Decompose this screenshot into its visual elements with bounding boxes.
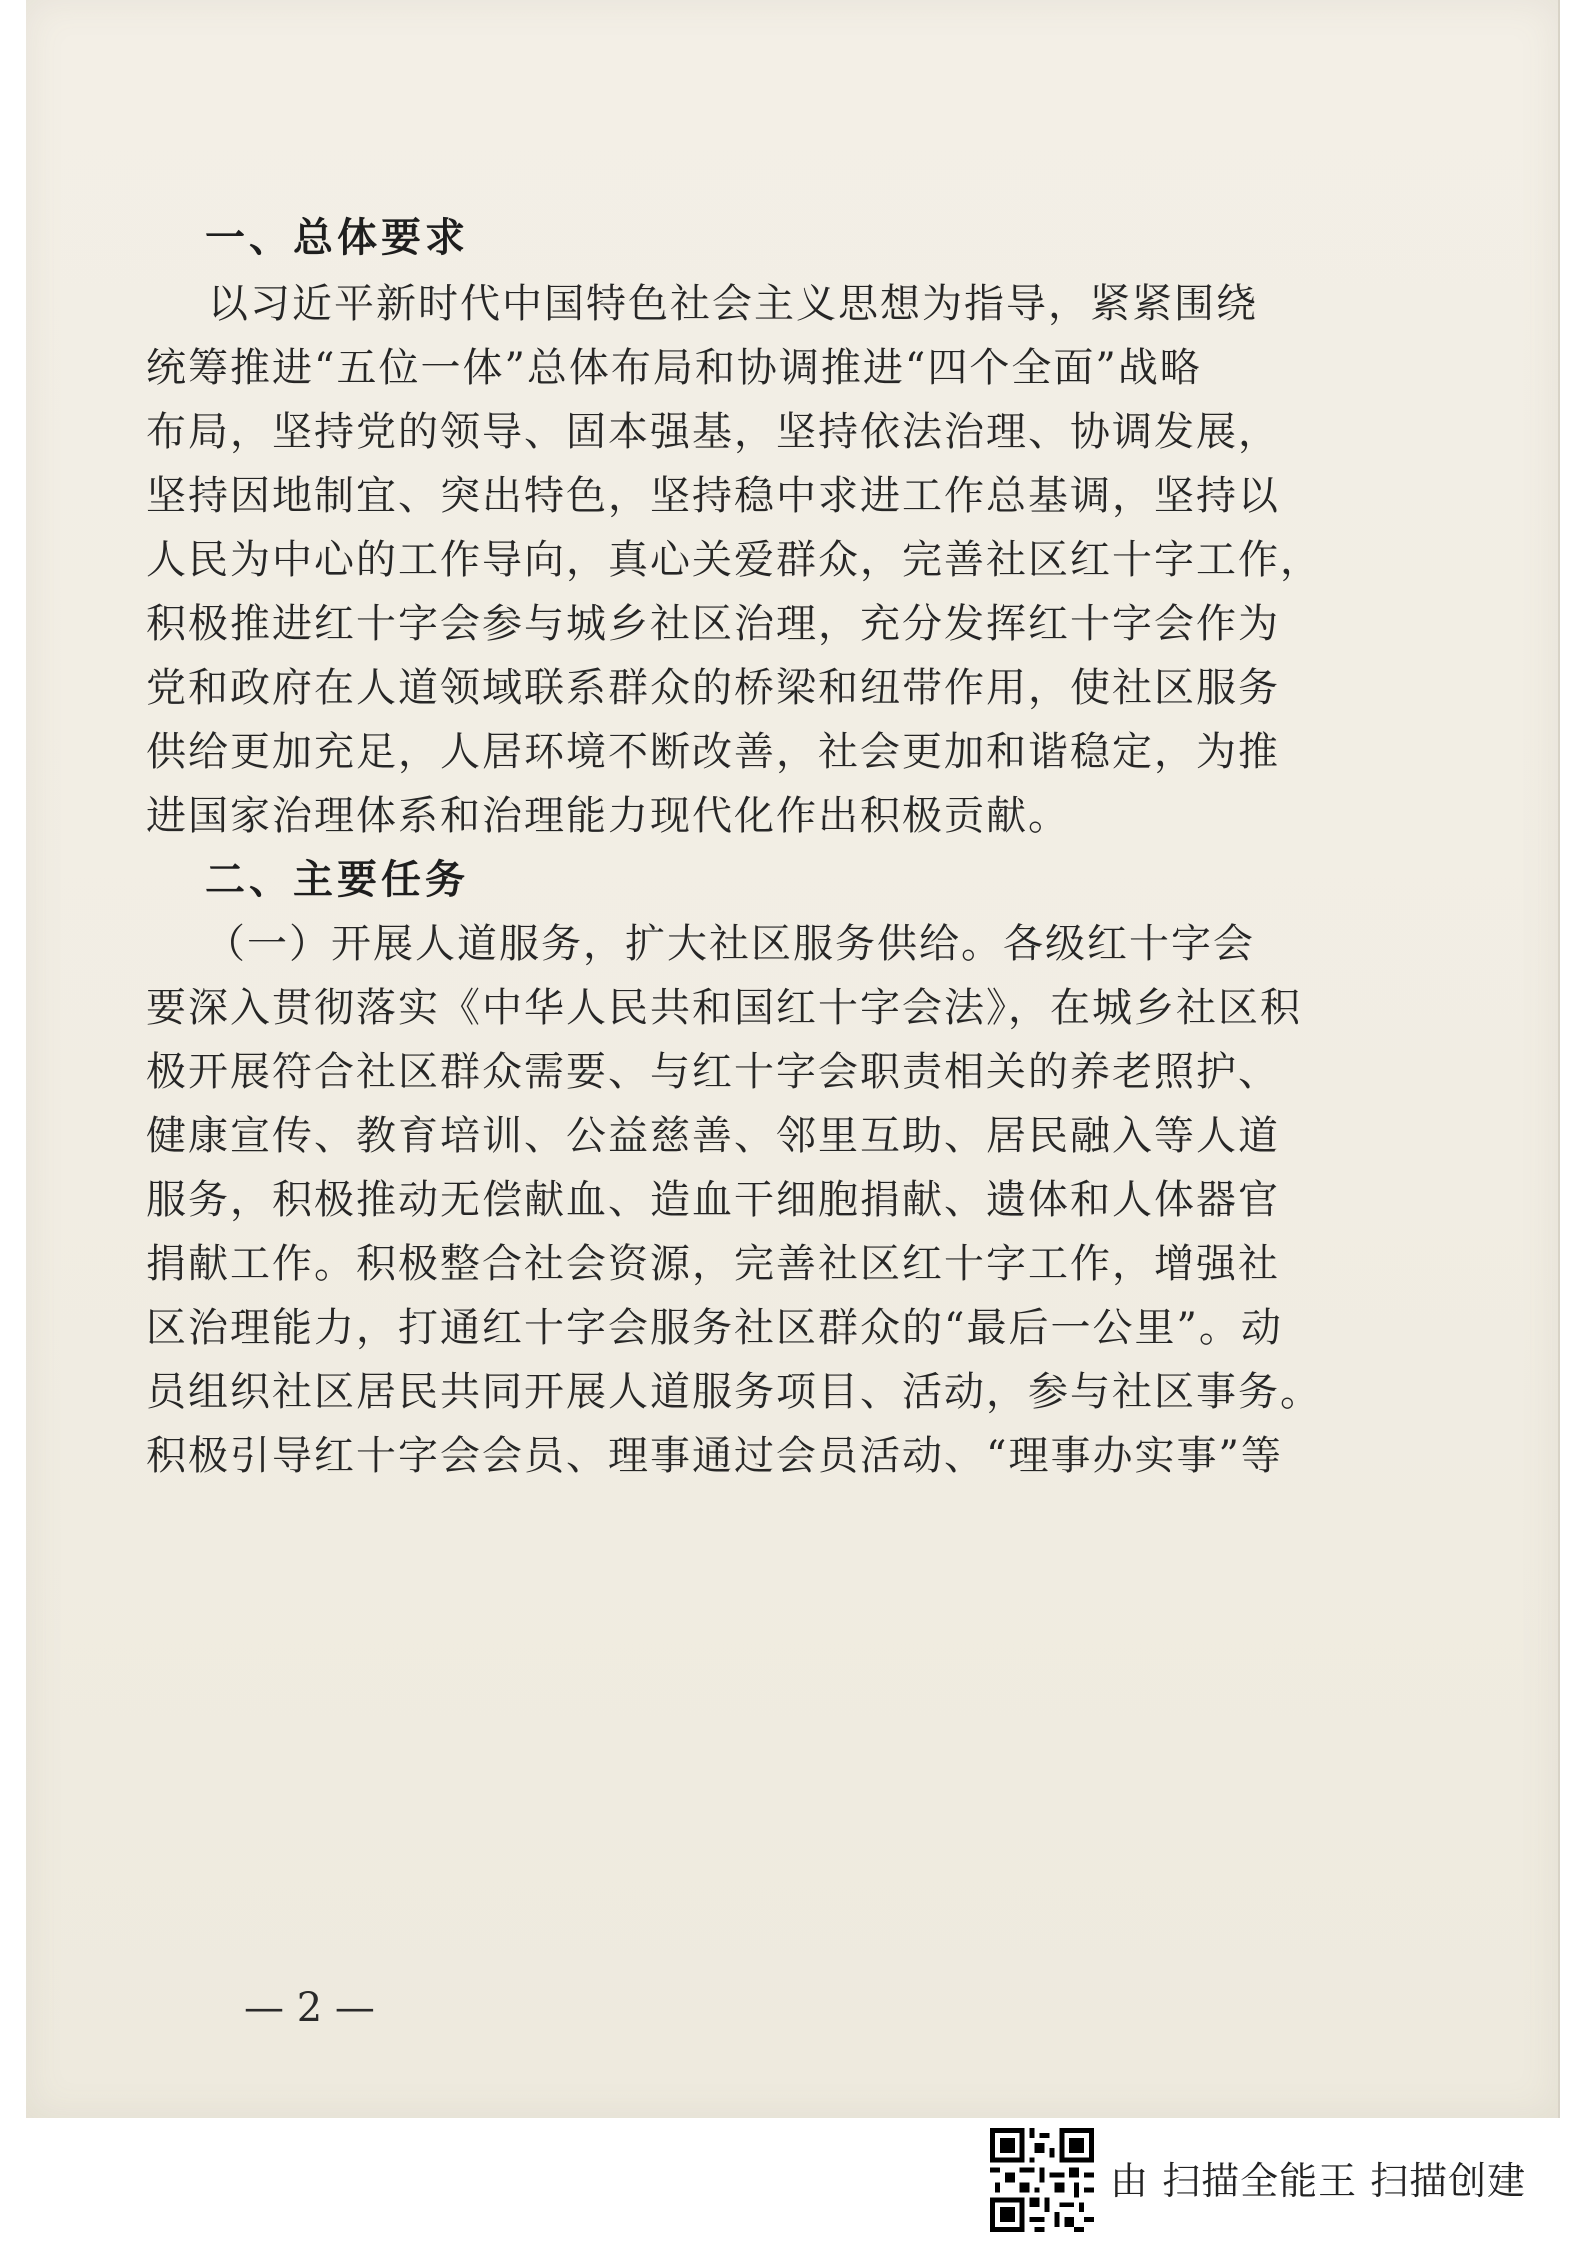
scan-margin	[0, 0, 26, 2118]
section-heading-main-tasks: 二、主要任务	[205, 857, 469, 903]
paragraph-line: 员组织社区居民共同开展人道服务项目、活动，参与社区事务。	[146, 1369, 1322, 1415]
paragraph-line: 区治理能力，打通红十字会服务社区群众的“最后一公里”。动	[146, 1305, 1283, 1351]
paragraph-line: 供给更加充足，人居环境不断改善，社会更加和谐稳定，为推	[146, 729, 1280, 775]
paragraph-line: 积极推进红十字会参与城乡社区治理，充分发挥红十字会作为	[146, 601, 1280, 647]
paragraph-line: 以习近平新时代中国特色社会主义思想为指导，紧紧围绕	[208, 281, 1258, 327]
paragraph-line: 党和政府在人道领域联系群众的桥梁和纽带作用，使社区服务	[146, 665, 1280, 711]
paragraph-line: 坚持因地制宜、突出特色，坚持稳中求进工作总基调，坚持以	[146, 473, 1280, 519]
paragraph-line: 极开展符合社区群众需要、与红十字会职责相关的养老照护、	[146, 1049, 1280, 1095]
paragraph-line: （一）开展人道服务，扩大社区服务供给。各级红十字会	[205, 921, 1255, 967]
paragraph-line: 统筹推进“五位一体”总体布局和协调推进“四个全面”战略	[146, 345, 1202, 391]
paragraph-line: 人民为中心的工作导向，真心关爱群众，完善社区红十字工作，	[146, 537, 1322, 583]
paragraph-line: 要深入贯彻落实《中华人民共和国红十字会法》，在城乡社区积	[146, 985, 1302, 1031]
paragraph-line: 布局，坚持党的领导、固本强基，坚持依法治理、协调发展，	[146, 409, 1280, 455]
paragraph-line: 服务，积极推动无偿献血、造血干细胞捐献、遗体和人体器官	[146, 1177, 1280, 1223]
section-heading-general-requirements: 一、总体要求	[205, 215, 469, 261]
qr-code-icon	[990, 2128, 1094, 2232]
scanner-credit-text: 由 扫描全能王 扫描创建	[1110, 2159, 1527, 2203]
page-number: — 2 —	[244, 1985, 375, 2031]
paragraph-line: 捐献工作。积极整合社会资源，完善社区红十字工作，增强社	[146, 1241, 1280, 1287]
paragraph-line: 健康宣传、教育培训、公益慈善、邻里互助、居民融入等人道	[146, 1113, 1280, 1159]
paragraph-line: 积极引导红十字会会员、理事通过会员活动、“理事办实事”等	[146, 1433, 1283, 1479]
paragraph-line: 进国家治理体系和治理能力现代化作出积极贡献。	[146, 793, 1070, 839]
